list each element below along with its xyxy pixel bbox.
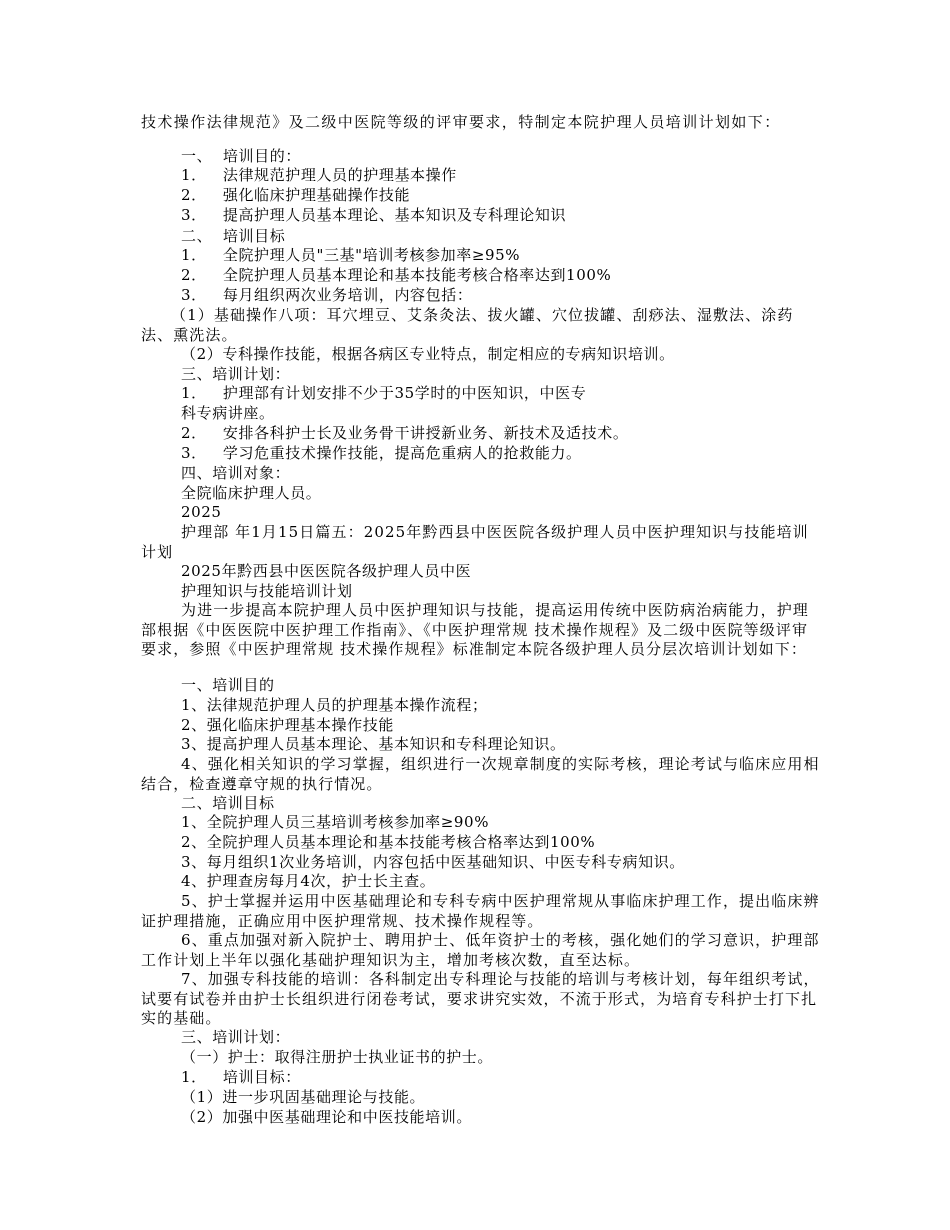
list-item: 1、法律规范护理人员的护理基本操作流程； xyxy=(181,696,488,714)
paragraph: 4、强化相关知识的学习掌握，组织进行一次规章制度的实际考核，理论考试与临床应用相结合，检查遵章守规的执行情况。 xyxy=(141,755,820,793)
section-heading: 二、 培训目标 xyxy=(181,227,286,245)
text-line: （一）护士：取得注册护士执业证书的护士。 xyxy=(181,1048,494,1066)
list-item: 1． 法律规范护理人员的护理基本操作 xyxy=(181,166,457,184)
text-line: 全院临床护理人员。 xyxy=(181,484,322,502)
section-heading: 三、培训计划： xyxy=(181,1028,291,1046)
list-item: 3． 每月组织两次业务培训，内容包括： xyxy=(181,286,473,304)
list-item: 3、提高护理人员基本理论、基本知识和专科理论知识。 xyxy=(181,735,566,753)
section-heading: 二、培训目标 xyxy=(181,794,275,812)
section-heading: 三、培训计划： xyxy=(181,365,291,383)
list-item: 2、全院护理人员基本理论和基本技能考核合格率达到100% xyxy=(181,833,596,851)
paragraph: （1）基础操作八项：耳穴埋豆、艾条灸法、拔火罐、穴位拔罐、刮痧法、湿敷法、涂药法、熏洗法。 xyxy=(141,306,794,344)
list-item: 1． 培训目标： xyxy=(181,1068,301,1086)
doc-title: 2025年黔西县中医医院各级护理人员中医 xyxy=(181,562,472,580)
paragraph: 6、重点加强对新入院护士、聘用护士、低年资护士的考核，强化她们的学习意识，护理部工作计划上半年以强化基础护理知识为主，增加考核次数，直至达标。 xyxy=(141,931,820,969)
list-item: 4、护理查房每月4次，护士长主查。 xyxy=(181,872,436,890)
text-line: 科专病讲座。 xyxy=(181,404,275,422)
list-item: （2）加强中医基础理论和中医技能培训。 xyxy=(181,1108,472,1126)
paragraph: 为进一步提高本院护理人员中医护理知识与技能，提高运用传统中医防病治病能力，护理部根据《中医医院中医护理工作指南》、《中医护理常规 技术操作规程》及二级中医院等级评审要求，参照《中医护理常规 技术操作规程》标准制定本院各级护理人员分层次培训计划如下： xyxy=(141,601,809,659)
list-item: 1、全院护理人员三基培训考核参加率≥90% xyxy=(181,813,490,831)
list-item: 1． 护理部有计划安排不少于35学时的中医知识，中医专 xyxy=(181,384,587,402)
paragraph: 7、加强专科技能的培训：各科制定出专科理论与技能的培训与考核计划，每年组织考试，试要有试卷并由护士长组织进行闭卷考试，要求讲究实效，不流于形式，为培育专科护士打下扎实的基础。 xyxy=(141,970,820,1028)
paragraph: 5、护士掌握并运用中医基础理论和专科专病中医护理常规从事临床护理工作，提出临床辨证护理措施，正确应用中医护理常规、技术操作规程等。 xyxy=(141,892,820,930)
text-line: 技术操作法律规范》及二级中医院等级的评审要求，特制定本院护理人员培训计划如下： xyxy=(141,113,781,131)
paragraph: 护理部 年1月15日篇五：2025年黔西县中医医院各级护理人员中医护理知识与技能培训计划 xyxy=(141,523,809,561)
list-item: 2． 全院护理人员基本理论和基本技能考核合格率达到100% xyxy=(181,266,612,284)
list-item: 3、每月组织1次业务培训，内容包括中医基础知识、中医专科专病知识。 xyxy=(181,853,685,871)
list-item: 3． 学习危重技术操作技能，提高危重病人的抢救能力。 xyxy=(181,444,582,462)
section-heading: 四、培训对象： xyxy=(181,464,291,482)
list-item: 2． 安排各科护士长及业务骨干讲授新业务、新技术及适技术。 xyxy=(181,424,629,442)
list-item: 2、强化临床护理基本操作技能 xyxy=(181,716,394,734)
list-item: 2． 强化临床护理基础操作技能 xyxy=(181,186,411,204)
text-line: （2）专科操作技能，根据各病区专业特点，制定相应的专病知识培训。 xyxy=(181,345,675,363)
list-item: 1． 全院护理人员"三基"培训考核参加率≥95% xyxy=(181,246,521,264)
section-heading: 一、培训目的 xyxy=(181,676,275,694)
section-heading: 一、 培训目的： xyxy=(181,147,301,165)
list-item: 3． 提高护理人员基本理论、基本知识及专科理论知识 xyxy=(181,206,567,224)
list-item: （1）进一步巩固基础理论与技能。 xyxy=(181,1088,426,1106)
year-line: 2025 xyxy=(181,503,222,521)
doc-title: 护理知识与技能培训计划 xyxy=(181,582,353,600)
